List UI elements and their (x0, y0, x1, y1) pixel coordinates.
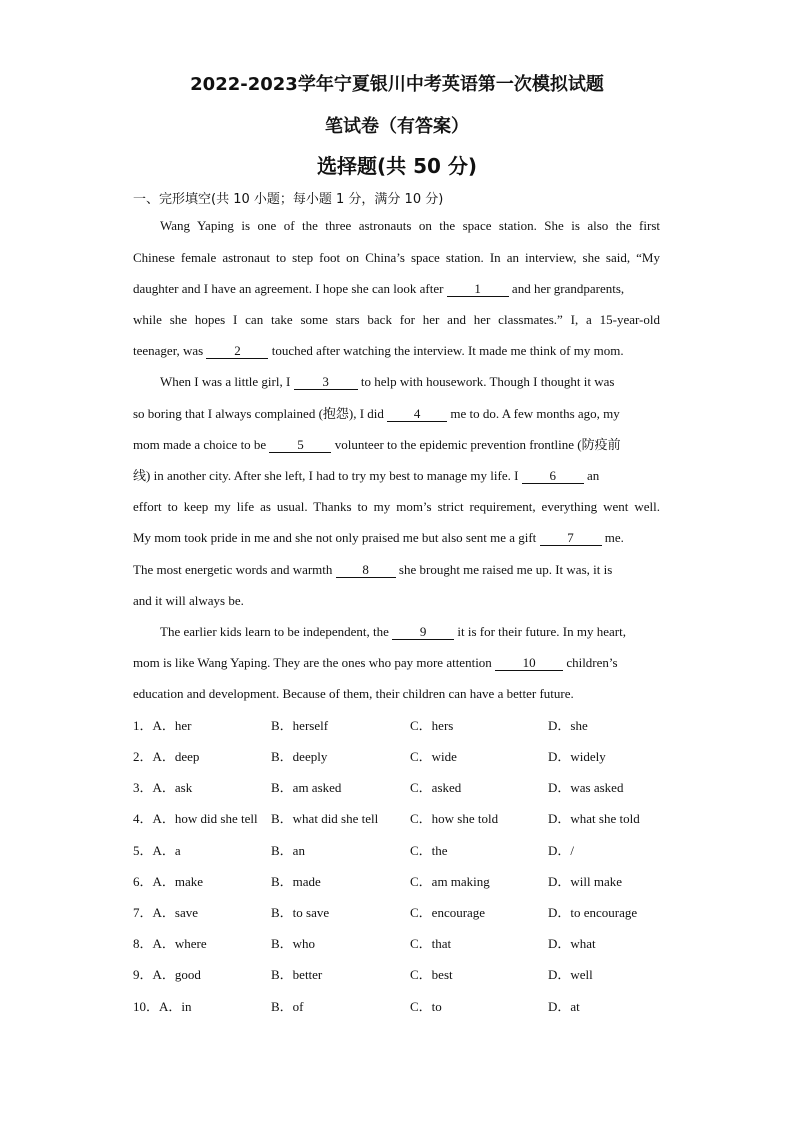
question-options-1 (133, 716, 673, 736)
blank-2: 2 (206, 344, 268, 359)
passage-line: Wang Yaping is one of the three astronauts on the space station. She is also the first (160, 218, 660, 233)
option-c[interactable]: C．am making (410, 874, 490, 889)
blank-7: 7 (540, 531, 602, 546)
option-b[interactable]: B．an (271, 843, 305, 858)
option-d[interactable]: D．at (548, 999, 580, 1014)
passage-line (133, 279, 660, 299)
passage-text: and her grandparents, (508, 281, 625, 296)
question-options-6 (133, 872, 673, 892)
passage-line: education and development. Because of them, their children can have a better future. (133, 686, 574, 701)
passage-text: touched after watching the interview. It made me think of my mom. (268, 343, 624, 358)
option-a[interactable]: 9．A．good (133, 967, 201, 982)
option-a[interactable]: 5．A．a (133, 843, 181, 858)
option-a[interactable]: 10．A．in (133, 999, 192, 1014)
question-options-4 (133, 809, 673, 829)
passage-line (133, 560, 660, 580)
passage-text: My mom took pride in me and she not only praised me but also sent me a gift (133, 530, 540, 545)
option-a[interactable]: 1．A．her (133, 718, 192, 733)
part-heading: 一、完形填空(共 10 小题；每小题 1 分，满分 10 分) (133, 192, 444, 207)
passage-text: mom is like Wang Yaping. They are the ones who pay more attention (133, 655, 496, 670)
passage-text: mom made a choice to be (133, 437, 270, 452)
option-d[interactable]: D．was asked (548, 780, 624, 795)
option-d[interactable]: D．she (548, 718, 588, 733)
passage-line (133, 653, 660, 673)
blank-4: 4 (387, 407, 447, 422)
passage-text: The most energetic words and warmth (133, 562, 336, 577)
blank-6: 6 (522, 469, 584, 484)
passage-line: while she hopes I can take some stars back for her and her classmates.” I, a 15-year-old (133, 312, 660, 327)
passage-line (133, 528, 660, 548)
option-d[interactable]: D．to encourage (548, 905, 638, 920)
option-c[interactable]: C．that (410, 936, 452, 951)
option-c[interactable]: C．hers (410, 718, 454, 733)
passage-line (160, 622, 660, 642)
option-b[interactable]: B．to save (271, 905, 330, 920)
blank-5: 5 (269, 438, 331, 453)
section-title: 选择题(共 50 分) (316, 154, 478, 178)
option-b[interactable]: B．deeply (271, 749, 328, 764)
option-d[interactable]: D．widely (548, 749, 606, 764)
passage-text: she brought me raised me up. It was, it is (395, 562, 613, 577)
passage-text: volunteer to the epidemic prevention frontline (防疫前 (331, 437, 621, 452)
option-a[interactable]: 2．A．deep (133, 749, 200, 764)
option-a[interactable]: 7．A．save (133, 905, 198, 920)
blank-1: 1 (447, 282, 509, 297)
question-options-2 (133, 747, 673, 767)
passage-text: an (583, 468, 600, 483)
option-b[interactable]: B．made (271, 874, 321, 889)
option-b[interactable]: B．who (271, 936, 316, 951)
option-d[interactable]: D．well (548, 967, 593, 982)
passage-line (160, 372, 660, 392)
question-options-10 (133, 997, 673, 1017)
passage-line: Chinese female astronaut to step foot on China’s space station. In an interview, she said, “My (133, 250, 660, 265)
option-b[interactable]: B．herself (271, 718, 329, 733)
passage-text: to help with housework. Though I thought it was (357, 374, 615, 389)
passage-text: me. (601, 530, 624, 545)
passage-line: and it will always be. (133, 593, 244, 608)
passage-line (133, 341, 660, 361)
question-options-7 (133, 903, 673, 923)
option-c[interactable]: C．the (410, 843, 448, 858)
passage-text: When I was a little girl, I (160, 374, 294, 389)
question-options-3 (133, 778, 673, 798)
option-c[interactable]: C．asked (410, 780, 462, 795)
option-b[interactable]: B．better (271, 967, 323, 982)
passage-text: 线) in another city. After she left, I had to try my best to manage my life. I (133, 468, 522, 483)
option-a[interactable]: 8．A．where (133, 936, 207, 951)
exam-subtitle: 笔试卷（有答案） (325, 116, 469, 137)
option-c[interactable]: C．how she told (410, 811, 499, 826)
option-d[interactable]: D．will make (548, 874, 623, 889)
passage-line (133, 404, 660, 424)
option-c[interactable]: C．encourage (410, 905, 486, 920)
option-a[interactable]: 4．A．how did she tell (133, 811, 258, 826)
option-d[interactable]: D．what she told (548, 811, 640, 826)
blank-10: 10 (495, 656, 563, 671)
passage-text: me to do. A few months ago, my (447, 406, 620, 421)
passage-line: effort to keep my life as usual. Thanks to my mom’s strict requirement, everything went well. (133, 499, 660, 514)
passage-line (133, 435, 660, 455)
option-a[interactable]: 6．A．make (133, 874, 204, 889)
question-options-5 (133, 841, 673, 861)
blank-8: 8 (336, 563, 396, 578)
option-d[interactable]: D．what (548, 936, 596, 951)
passage-text: children’s (563, 655, 618, 670)
passage-text: teenager, was (133, 343, 207, 358)
option-c[interactable]: C．wide (410, 749, 457, 764)
option-c[interactable]: C．best (410, 967, 453, 982)
option-b[interactable]: B．am asked (271, 780, 342, 795)
passage-text: it is for their future. In my heart, (454, 624, 626, 639)
question-options-9 (133, 965, 673, 985)
option-b[interactable]: B．of (271, 999, 304, 1014)
option-b[interactable]: B．what did she tell (271, 811, 379, 826)
passage-text: The earlier kids learn to be independent, the (160, 624, 393, 639)
blank-3: 3 (294, 375, 358, 390)
passage-text: daughter and I have an agreement. I hope she can look after (133, 281, 447, 296)
option-c[interactable]: C．to (410, 999, 442, 1014)
passage-text: so boring that I always complained (抱怨), I did (133, 406, 388, 421)
question-options-8 (133, 934, 673, 954)
exam-title: 2022-2023学年宁夏银川中考英语第一次模拟试题 (190, 74, 604, 95)
option-a[interactable]: 3．A．ask (133, 780, 193, 795)
option-d[interactable]: D．/ (548, 843, 575, 858)
passage-line (133, 466, 660, 486)
blank-9: 9 (392, 625, 454, 640)
